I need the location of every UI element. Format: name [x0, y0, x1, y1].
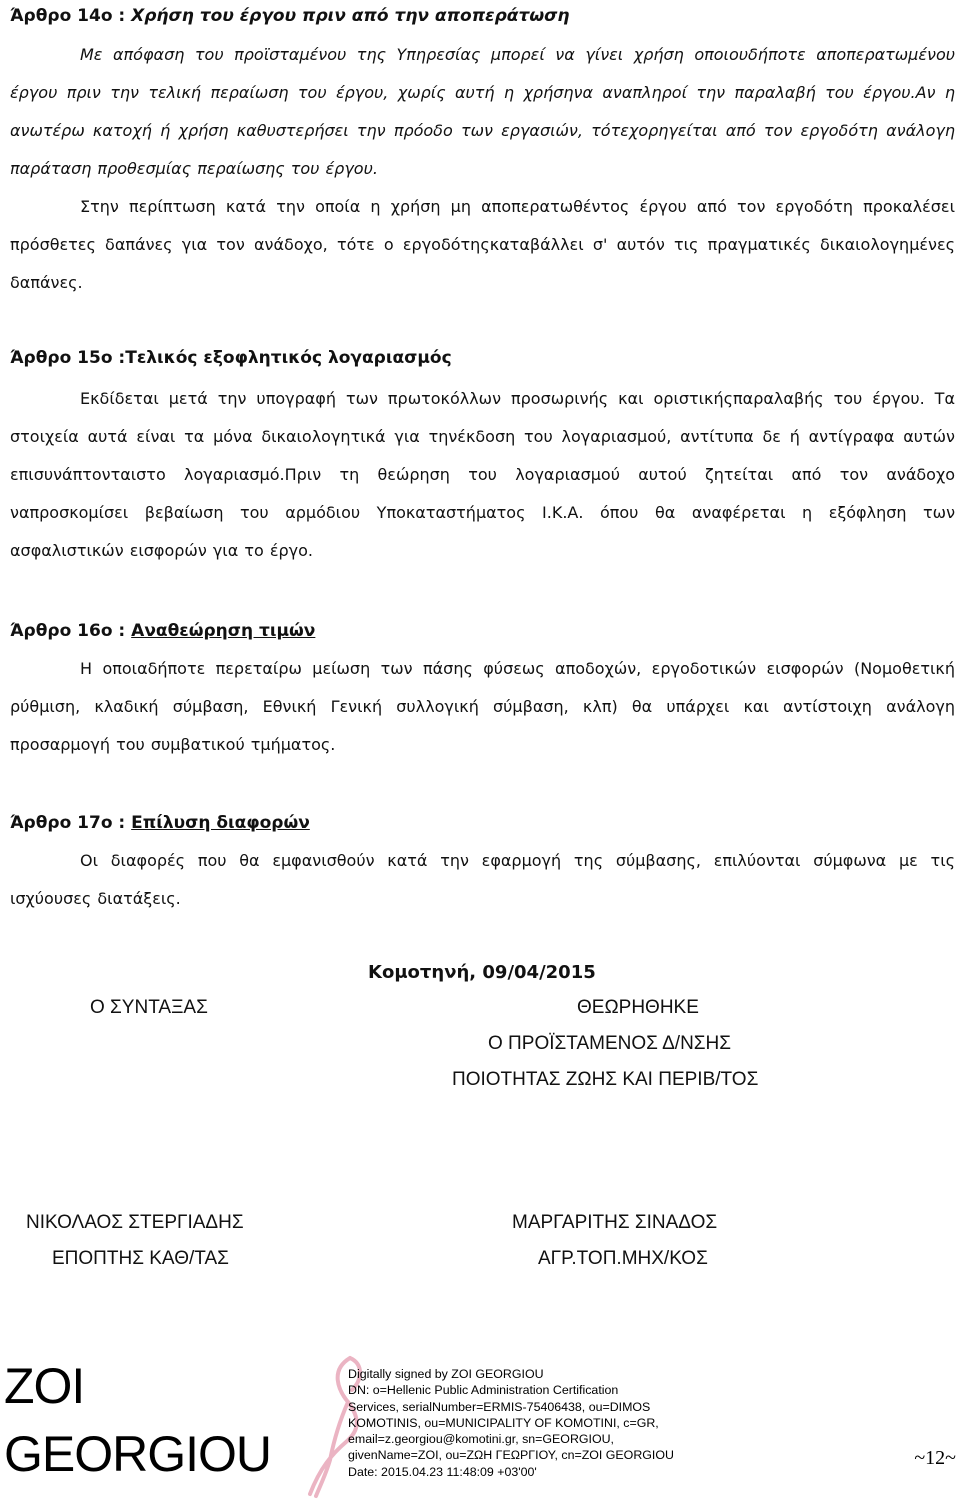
director-title-line-1: Ο ΠΡΟΪΣΤΑΜΕΝΟΣ Δ/ΝΣΗΣ — [488, 1033, 732, 1054]
article-16-heading: Αναθεώρηση τιμών — [131, 621, 316, 641]
article-15-title: Άρθρο 15ο :Τελικός εξοφλητικός λογαριασμός — [10, 348, 452, 368]
article-15 — [10, 344, 955, 570]
signer-name-line-2: GEORGIOU — [4, 1426, 272, 1482]
article-14-heading: Χρήση του έργου πριν από την αποπεράτωση — [131, 6, 570, 26]
digital-signature-line: Date: 2015.04.23 11:48:09 +03'00' — [348, 1464, 537, 1479]
article-14-paragraph-2: Στην περίπτωση κατά την οποία η χρήση μη αποπερατωθέντος έργου από τον εργοδότη προκαλέσει πρόσθετες δαπάνες για τον ανάδοχο, τότε ο εργοδότηςκαταβάλλει σ' αυτόν τις πραγματικές δικαιολογημένες δαπάνες. — [10, 197, 955, 292]
article-17-number: Άρθρο 17ο : — [10, 813, 132, 833]
composer-name: ΝΙΚΟΛΑΟΣ ΣΤΕΡΓΙΑΔΗΣ — [26, 1212, 244, 1233]
article-16-title — [10, 617, 955, 645]
digital-signature-block — [0, 1340, 960, 1504]
digital-signature-line: Services, serialNumber=ERMIS-75406438, ou=DIMOS — [348, 1399, 651, 1414]
article-17-heading: Επίλυση διαφορών — [131, 813, 310, 833]
digital-signature-line: KOMOTINIS, ou=MUNICIPALITY OF KOMOTINI, c=GR, — [348, 1415, 659, 1430]
article-15-paragraph-1: Εκδίδεται μετά την υπογραφή των πρωτοκόλλων προσωρινής και οριστικήςπαραλαβής του έργου. Τα στοιχεία αυτά είναι τα μόνα δικαιολογητικά για τηνέκδοση του λογαριασμού, αντίτυπα δε ή αντίγραφα αυτών επισυνάπτονταιστο λογαριασμό.Πριν τη θεώρηση του λογαριασμού αυτού ζητείται από τον ανάδοχο ναπροσκομίσει βεβαίωση του αρμόδιου Υποκαταστήματος Ι.Κ.Α. όπου θα αναφέρεται η εξόφληση των ασφαλιστικών εισφορών για το έργο. — [10, 389, 955, 560]
place-date: Κομοτηνή, 09/04/2015 — [368, 962, 596, 983]
composer-role: Ο ΣΥΝΤΑΞΑΣ — [90, 997, 208, 1018]
article-14-number: Άρθρο 14ο : — [10, 6, 132, 26]
article-14-paragraph-1: Με απόφαση του προϊσταμένου της Υπηρεσίας μπορεί να γίνει χρήση οποιουδήποτε αποπερατωμένου έργου πριν την τελική περαίωση του έργου, χωρίς αυτή η χρήσηνα αναπληροί την παραλαβή του έργου.Αν η ανωτέρω κατοχή ή χρήση καθυστερήσει την πρόοδο των εργασιών, τότεχορηγείται από τον εργοδότη ανάλογη παράταση προθεσμίας περαίωσης του έργου. — [10, 45, 955, 178]
composer-position: ΕΠΟΠΤΗΣ ΚΑΘ/ΤΑΣ — [52, 1248, 229, 1269]
article-16 — [10, 617, 955, 764]
digital-signature-details — [348, 1366, 674, 1480]
article-17 — [10, 809, 955, 918]
digital-signature-line: email=z.georgiou@komotini.gr, sn=GEORGIOU, — [348, 1432, 615, 1447]
second-signatory-name: ΜΑΡΓΑΡΙΤΗΣ ΣΙΝΑΔΟΣ — [512, 1212, 718, 1233]
director-title-line-2: ΠΟΙΟΤΗΤΑΣ ΖΩΗΣ ΚΑΙ ΠΕΡΙΒ/ΤΟΣ — [452, 1069, 759, 1090]
article-14-title — [10, 2, 955, 30]
article-16-number: Άρθρο 16ο : — [10, 621, 132, 641]
digital-signature-line: givenName=ZOI, ou=ΖΩΗ ΓΕΩΡΓΙΟΥ, cn=ZOI GEORGIOU — [348, 1448, 674, 1463]
article-17-title — [10, 809, 955, 837]
article-14 — [10, 2, 955, 302]
second-signatory-title: ΑΓΡ.ΤΟΠ.ΜΗΧ/ΚΟΣ — [538, 1248, 708, 1269]
digital-signature-line: Digitally signed by ZOI GEORGIOU — [348, 1367, 544, 1381]
article-16-paragraph-1: Η οποιαδήποτε περεταίρω μείωση των πάσης φύσεως αποδοχών, εργοδοτικών εισφορών (Νομοθετική ρύθμιση, κλαδική σύμβαση, Εθνική Γενική συλλογική σύμβαση, κλπ) θα υπάρχει και αντίστοιχη ανάλογη προσαρμογή του συμβατικού τμήματος. — [10, 659, 955, 754]
approved-label: ΘΕΩΡΗΘΗΚΕ — [577, 997, 699, 1018]
signer-name-line-1: ZOI — [4, 1358, 85, 1414]
article-17-paragraph-1: Οι διαφορές που θα εμφανισθούν κατά την εφαρμογή της σύμβασης, επιλύονται σύμφωνα με τις ισχύουσες διατάξεις. — [10, 851, 955, 908]
digital-signature-line: DN: o=Hellenic Public Administration Certification — [348, 1383, 619, 1398]
page-number: ~12~ — [914, 1447, 956, 1469]
